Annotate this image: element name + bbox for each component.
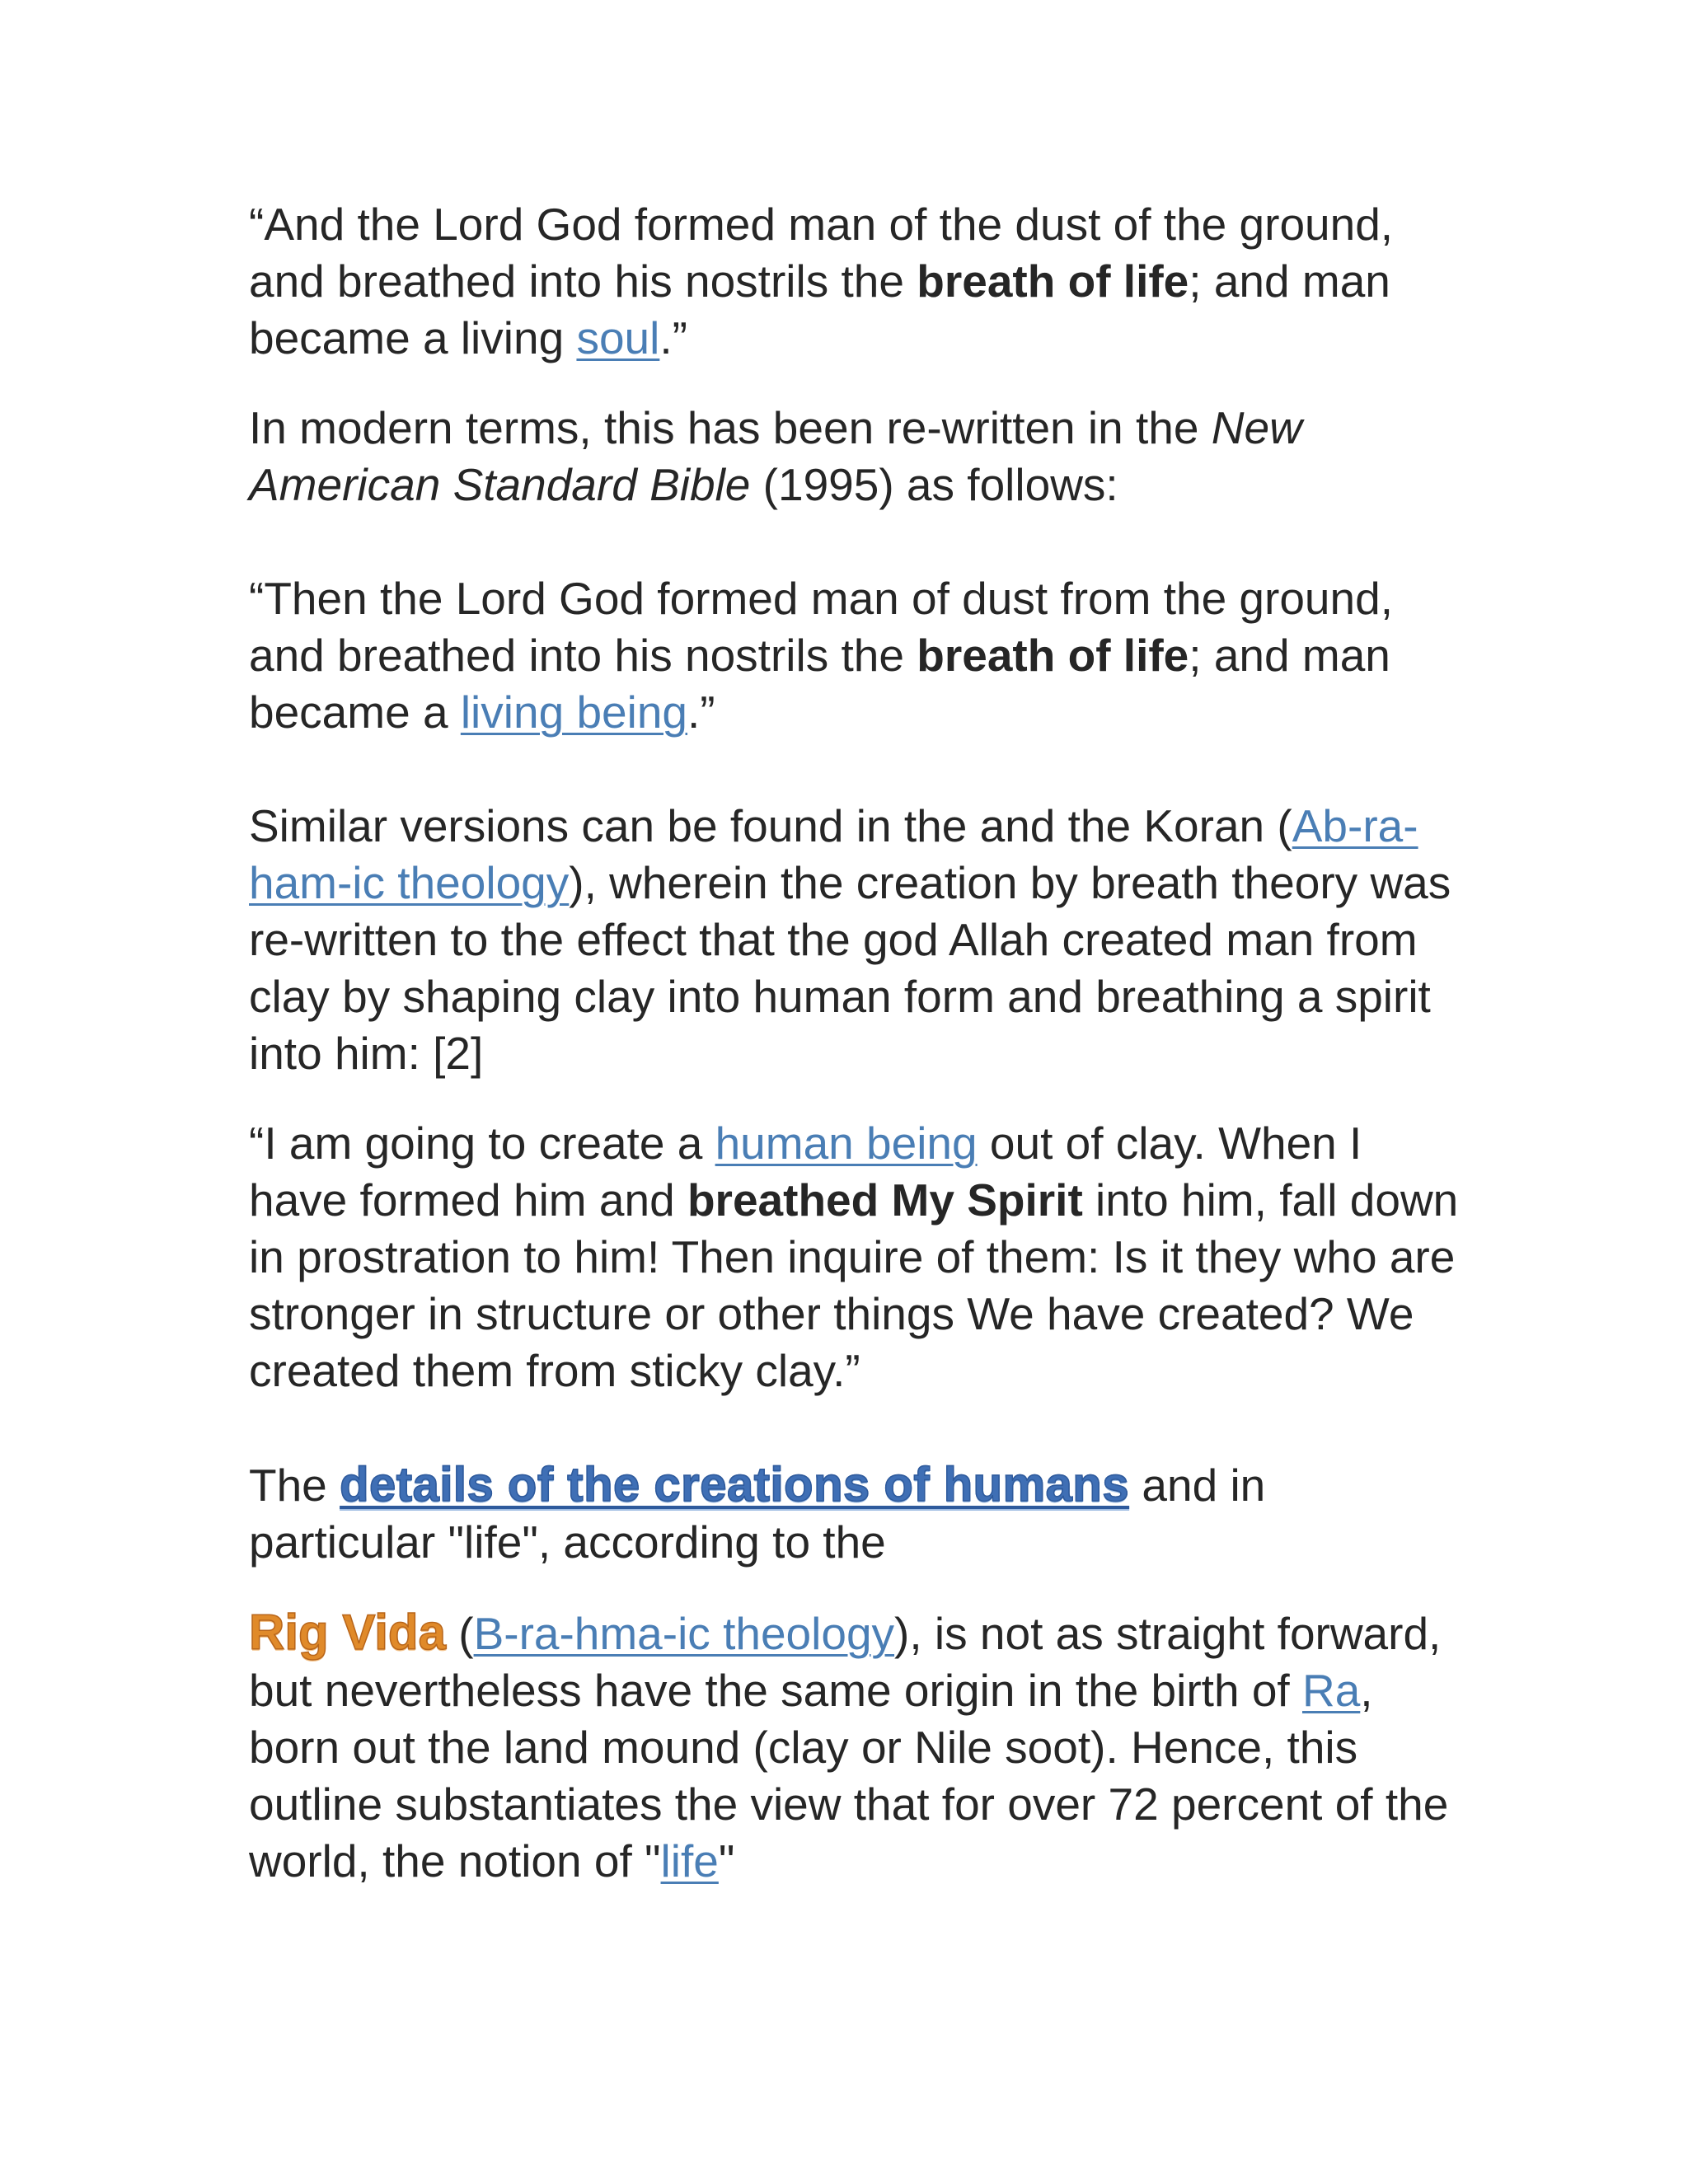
text: ), is not as straight forward, but nevertheless have the same origin in the birth of — [249, 1608, 1442, 1716]
text: , born out the land mound (clay or Nile soot). Hence, this outline substantiates the view that for over 72 percent of the world, the notion of " — [249, 1665, 1449, 1886]
text: ; and man became a living — [249, 255, 1390, 363]
text: “Then the Lord God formed man of dust from the ground, and breathed into his nostrils the — [249, 573, 1393, 681]
text: “I am going to create a — [249, 1118, 715, 1169]
bold-text: breath of life — [917, 255, 1189, 307]
details-creations-link[interactable]: details of the creations of humans — [340, 1458, 1130, 1511]
text: The — [249, 1460, 340, 1511]
koran-paragraph — [249, 798, 1461, 1082]
soul-link[interactable]: soul — [576, 312, 660, 363]
text: ( — [445, 1608, 474, 1659]
text: " — [718, 1835, 735, 1886]
details-paragraph — [249, 1456, 1461, 1571]
document-body — [249, 196, 1461, 1890]
text: ; and man became a — [249, 630, 1390, 738]
text: .” — [659, 312, 687, 363]
text: In modern terms, this has been re-written in the — [249, 402, 1212, 453]
bold-text: breath of life — [917, 630, 1189, 681]
life-link[interactable]: life — [660, 1835, 719, 1886]
rig-vida-paragraph — [249, 1604, 1461, 1890]
italic-text: New American Standard Bible — [249, 402, 1302, 510]
text: “And the Lord God formed man of the dust of the ground, and breathed into his nostrils the — [249, 199, 1394, 307]
human-being-link[interactable]: human being — [715, 1118, 978, 1169]
rig-vida-title: Rig Vida — [249, 1605, 446, 1660]
text: .” — [687, 687, 715, 738]
koran-quote-paragraph — [249, 1115, 1461, 1399]
abrahamic-theology-link[interactable]: Ab-ra-ham-ic theology — [249, 800, 1418, 908]
ra-link[interactable]: Ra — [1301, 1665, 1361, 1716]
text: into him, fall down in prostration to him! Then inquire of them: Is it they who are stronger in structure or other things We have created? We created them from sticky clay.” — [249, 1174, 1459, 1396]
nasb-quote-paragraph — [249, 570, 1461, 741]
text: and in particular "life", according to the — [249, 1460, 1266, 1568]
text: (1995) as follows: — [750, 459, 1118, 510]
living-being-link[interactable]: living being — [460, 687, 688, 738]
text: ), wherein the creation by breath theory was re-written to the effect that the god Allah created man from clay by shaping clay into human form and breathing a spirit into him: [2] — [249, 857, 1451, 1079]
brahmaic-theology-link[interactable]: B-ra-hma-ic theology — [473, 1608, 895, 1659]
bold-text: breathed My Spirit — [687, 1174, 1083, 1226]
text: out of clay. When I have formed him and — [249, 1118, 1362, 1226]
text: Similar versions can be found in the and the Koran ( — [249, 800, 1292, 851]
genesis-quote-paragraph — [249, 196, 1461, 367]
modern-terms-paragraph — [249, 400, 1461, 513]
